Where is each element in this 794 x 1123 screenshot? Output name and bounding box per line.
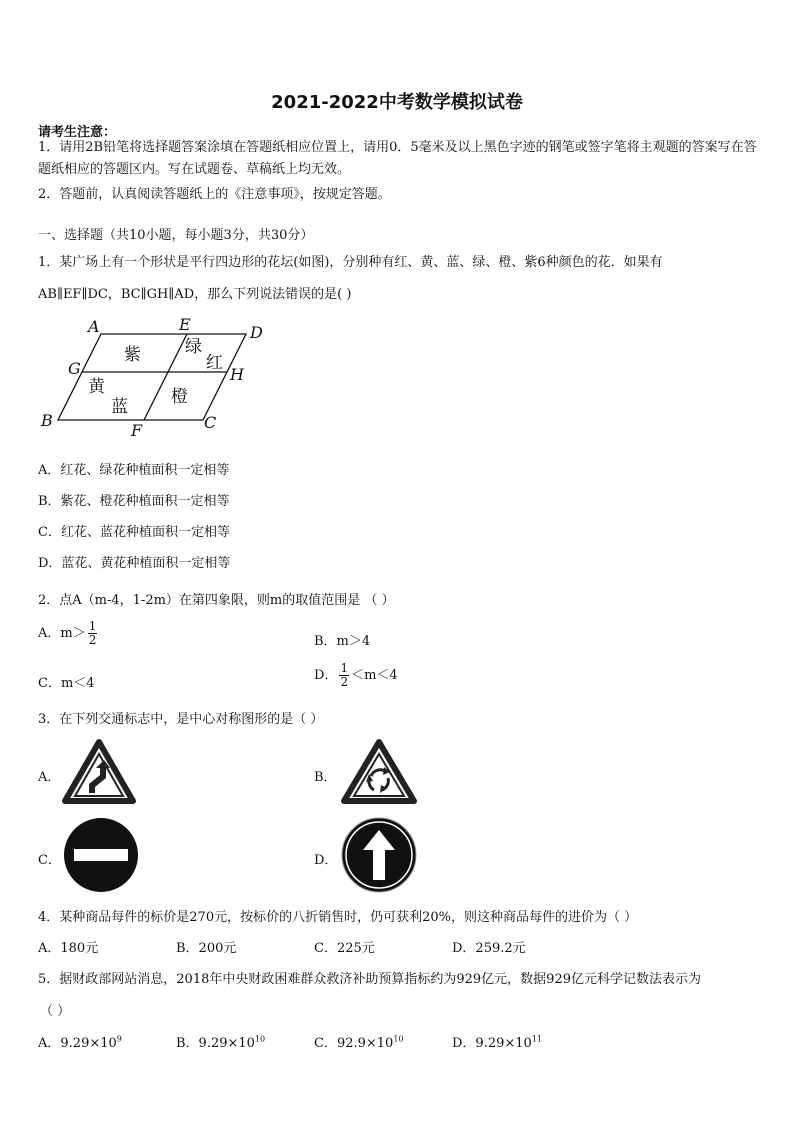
no-entry-sign-icon <box>62 816 140 894</box>
double-bend-sign-icon <box>62 738 136 806</box>
label-d: D <box>250 323 263 342</box>
q3-label-d: D． <box>314 853 338 868</box>
notice-heading: 请考生注意： <box>38 125 117 140</box>
q1-option-a: A．红花、绿花种植面积一定相等 <box>38 463 230 478</box>
q5-option-b: B．$9.29\times 10^{10}$ <box>176 1034 266 1051</box>
region-red: 红 <box>206 353 223 373</box>
q2-stem: 2．点A（m-4，1-2m）在第四象限，则m的取值范围是 （ ） <box>38 593 395 608</box>
label-e: E <box>179 315 191 334</box>
notice-item-1: 1．请用2B铅笔将选择题答案涂填在答题纸相应位置上，请用0．5毫米及以上黑色字迹的钢笔或签字笔将主观题的答案写在答题纸相应的答题区内。写在试题卷、草稿纸上均无效。 <box>38 140 757 177</box>
region-purple: 紫 <box>124 345 141 365</box>
q1-parallelogram-figure <box>38 312 278 442</box>
label-a: A <box>88 317 100 336</box>
region-yellow: 黄 <box>88 377 105 397</box>
q3-label-b: B． <box>314 770 337 785</box>
q1-option-d: D．蓝花、黄花种植面积一定相等 <box>38 556 231 571</box>
q5-option-d: D．$9.29\times 10^{11}$ <box>452 1034 542 1051</box>
roundabout-sign-icon <box>340 738 418 806</box>
q4-option-d: D．259.2元 <box>452 941 526 956</box>
page-title: 2021-2022中考数学模拟试卷 <box>271 92 523 113</box>
q2-option-b: B．m＞4 <box>314 634 371 649</box>
q1-stem-line2: AB∥EF∥DC，BC∥GH∥AD，那么下列说法错误的是( ) <box>38 287 352 302</box>
notice-item-2: 2．答题前，认真阅读答题纸上的《注意事项》，按规定答题。 <box>38 187 391 202</box>
region-orange: 橙 <box>171 387 188 407</box>
label-h: H <box>230 365 244 384</box>
q5-option-a: A．$9.29\times 10^9$ <box>38 1034 122 1051</box>
label-c: C <box>204 413 217 432</box>
q3-label-a: A． <box>38 770 61 785</box>
q1-stem-line1: 1．某广场上有一个形状是平行四边形的花坛(如图)，分别种有红、黄、蓝、绿、橙、紫6种颜色的花．如果有 <box>38 255 663 270</box>
fraction: $\frac{1}{2}$ <box>340 661 349 689</box>
q5-option-c: C．$92.9\times 10^{10}$ <box>314 1034 404 1051</box>
q2-option-c: C．m＜4 <box>38 676 95 691</box>
region-blue: 蓝 <box>111 397 128 417</box>
q2-option-a: A．m＞ $\frac{1}{2}$ <box>38 619 97 647</box>
q4-stem: 4．某种商品每件的标价是270元，按标价的八折销售时，仍可获利20%，则这种商品每件的进价为（ ） <box>38 910 638 925</box>
q1-option-b: B．紫花、橙花种植面积一定相等 <box>38 494 230 509</box>
q1-option-c: C．红花、蓝花种植面积一定相等 <box>38 525 230 540</box>
straight-arrow-sign-icon <box>340 816 418 894</box>
region-green: 绿 <box>185 337 202 357</box>
q5-stem: 5．据财政部网站消息，2018年中央财政困难群众救济补助预算指标约为929亿元，数据929亿元科学记数法表示为 <box>38 972 701 987</box>
q4-option-a: A．180元 <box>38 941 99 956</box>
label-g: G <box>68 359 81 378</box>
fraction: $\frac{1}{2}$ <box>88 619 97 647</box>
q3-stem: 3．在下列交通标志中，是中心对称图形的是（ ） <box>38 712 324 727</box>
q2-option-d: D． $\frac{1}{2}$ ＜m＜4 <box>314 661 398 689</box>
q4-option-c: C．225元 <box>314 941 375 956</box>
label-f: F <box>131 421 143 440</box>
q5-paren: （ ） <box>40 1004 71 1019</box>
q4-option-b: B．200元 <box>176 941 237 956</box>
section-heading: 一、选择题（共10小题，每小题3分，共30分） <box>38 228 314 243</box>
q3-label-c: C． <box>38 853 61 868</box>
label-b: B <box>41 411 53 430</box>
